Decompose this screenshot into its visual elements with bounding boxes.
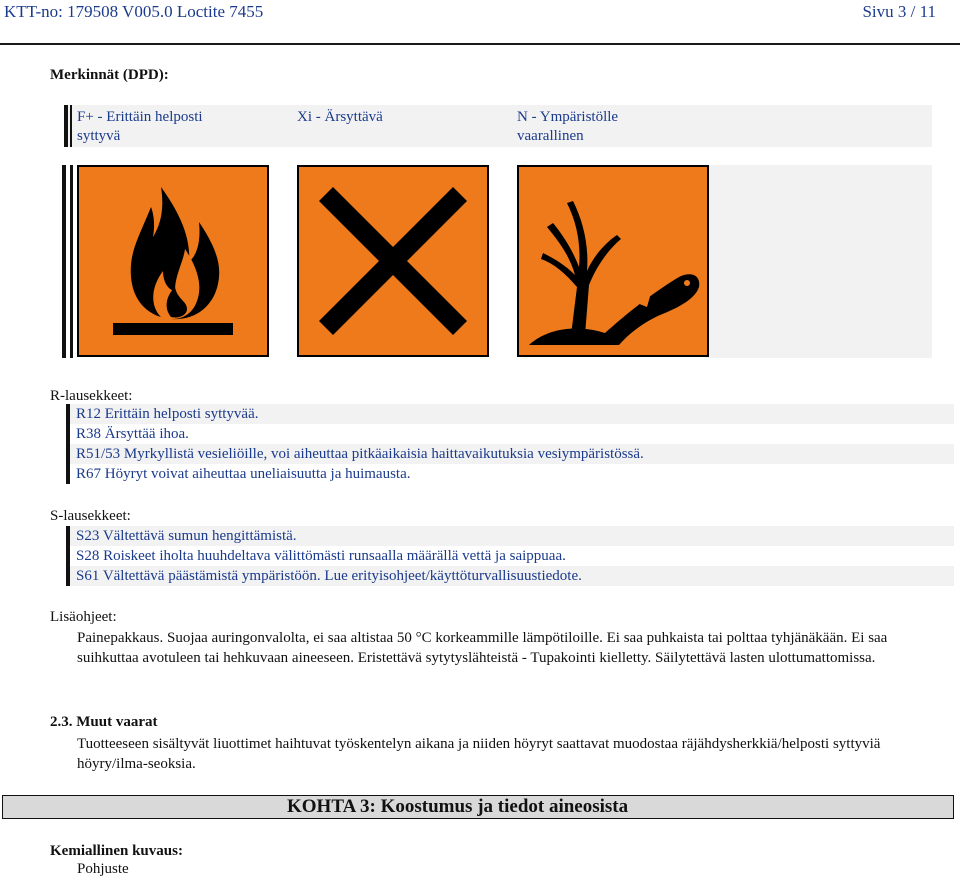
dead-tree-fish-icon	[517, 165, 709, 357]
r-statements-title: R-lausekkeet:	[50, 388, 133, 404]
s-statement-item: S28 Roiskeet iholta huuhdeltava välittömästi runsaalla määrällä vettä ja saippuaa.	[70, 546, 954, 566]
header-divider	[0, 43, 960, 45]
list-bar-marker	[66, 404, 70, 484]
section-3-title: KOHTA 3: Koostumus ja tiedot aineosista	[287, 796, 629, 817]
dpd-label-environment: N - Ympäristölle vaarallinen	[517, 109, 619, 144]
r-statement-item: R67 Höyryt voivat aiheuttaa uneliaisuutta ja huimausta.	[70, 464, 954, 484]
symbol-bar-marker	[70, 165, 73, 358]
s-statement-item: S23 Vältettävä sumun hengittämistä.	[70, 526, 954, 546]
r-statements-list	[70, 404, 954, 484]
section-2-3-text: Tuotteeseen sisältyvät liuottimet haihtuvat työskentelyn aikana ja niiden höyryt saattavat muodostaa räjähdysherkkiä/helposti syttyviä höyry/ilma-seoksia.	[77, 736, 881, 772]
cross-icon	[297, 165, 489, 357]
chemical-description-value: Pohjuste	[77, 861, 129, 877]
flame-icon	[77, 165, 269, 357]
additional-instructions-text: Painepakkaus. Suojaa auringonvalolta, ei saa altistaa 50 °C korkeammille lämpötiloille. Ei saa puhkaista tai polttaa tyhjänäkään. Ei saa suihkuttaa avotuleen tai hehkuvaan aineeseen. Eristettävä sytytyslähteistä - Tupakointi kielletty. Säilytettävä lasten ulottumattomissa.	[77, 630, 888, 666]
r-statement-item: R38 Ärsyttää ihoa.	[70, 424, 954, 444]
s-statement-item: S61 Vältettävä päästämistä ympäristöön. Lue erityisohjeet/käyttöturvallisuustiedote.	[70, 566, 954, 586]
section-2-3-title: 2.3. Muut vaarat	[50, 714, 158, 730]
r-statement-item: R12 Erittäin helposti syttyvää.	[70, 404, 954, 424]
symbol-bar-marker	[62, 165, 66, 358]
page-number: Sivu 3 / 11	[862, 2, 936, 21]
additional-instructions-title: Lisäohjeet:	[50, 609, 117, 625]
symbol-row-background	[705, 165, 932, 358]
label-bar-marker	[64, 105, 68, 147]
r-statement-item: R51/53 Myrkyllistä vesieliöille, voi aiheuttaa pitkäaikaisia haittavaikutuksia vesiympäristössä.	[70, 444, 954, 464]
list-bar-marker	[66, 526, 70, 586]
label-bar-marker	[70, 105, 72, 147]
dpd-title: Merkinnät (DPD):	[50, 67, 169, 83]
s-statements-list	[70, 526, 954, 586]
dpd-label-irritant: Xi - Ärsyttävä	[297, 109, 383, 125]
chemical-description-label: Kemiallinen kuvaus:	[50, 843, 183, 859]
document-code: KTT-no: 179508 V005.0 Loctite 7455	[4, 2, 264, 21]
dpd-label-flammable: F+ - Erittäin helposti syttyvä	[77, 109, 203, 144]
s-statements-title: S-lausekkeet:	[50, 508, 131, 524]
